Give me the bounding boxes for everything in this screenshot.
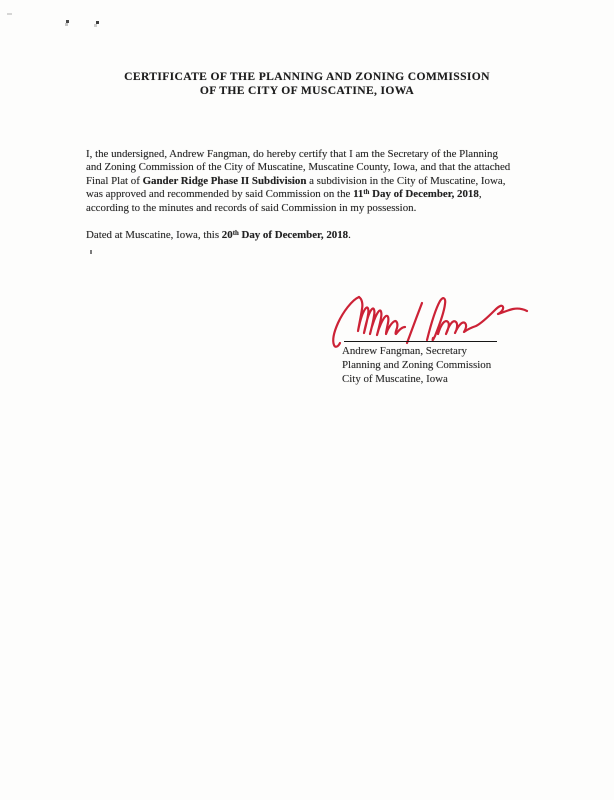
paragraph-line-2: and Zoning Commission of the City of Muscatine, Muscatine County, Iowa, and that the attached [86,161,511,174]
signature-stroke-capital [427,298,445,340]
paragraph-text: a subdivision in the City of Muscatine, Iowa, [306,174,506,187]
signature-line [344,341,497,342]
signature-block [342,345,491,387]
dated-date [222,229,348,241]
title-line-2: OF THE CITY OF MUSCATINE, IOWA [199,84,415,97]
ordinal-suffix: th [232,229,239,237]
signatory-city: City of Muscatine, Iowa [342,372,448,385]
approval-date-rest: Day of December, 2018 [369,188,479,201]
paragraph-line-4 [86,188,510,201]
document-title [0,70,614,98]
scan-artifact [7,13,12,15]
ordinal-suffix: th [363,188,370,196]
dated-text: . [348,229,351,241]
paragraph-text: , [478,188,482,201]
certification-paragraph [86,148,510,215]
subdivision-name: Gander Ridge Phase II Subdivision [142,174,307,187]
scan-artifact [90,250,92,254]
dated-day: 20 [221,229,233,241]
paragraph-line-5: according to the minutes and records of said Commission in my possession. [86,201,417,214]
title-line-1: CERTIFICATE OF THE PLANNING AND ZONING COMMISSION [124,70,490,83]
approval-date [353,188,479,200]
dated-line [86,229,351,242]
paragraph-text: Final Plat of [86,174,143,187]
dated-text: Dated at Muscatine, Iowa, this [86,229,222,241]
paragraph-line-3 [86,175,510,188]
approval-day: 11 [353,188,364,201]
signature-stroke-slash [407,303,422,343]
paragraph-line-1: I, the undersigned, Andrew Fangman, do hereby certify that I am the Secretary of the Planning [86,148,498,160]
signature-stroke-scribble-1 [358,297,405,335]
signature-stroke-initial [333,297,359,347]
scan-artifact [66,20,69,23]
scan-artifact [96,21,99,24]
signature-stroke-tail [438,306,527,334]
paragraph-text: was approved and recommended by said Commission on the [86,188,354,201]
signatory-organization: Planning and Zoning Commission [342,358,492,371]
dated-date-rest: Day of December, 2018 [238,229,349,241]
signatory-name: Andrew Fangman, Secretary [342,345,467,357]
